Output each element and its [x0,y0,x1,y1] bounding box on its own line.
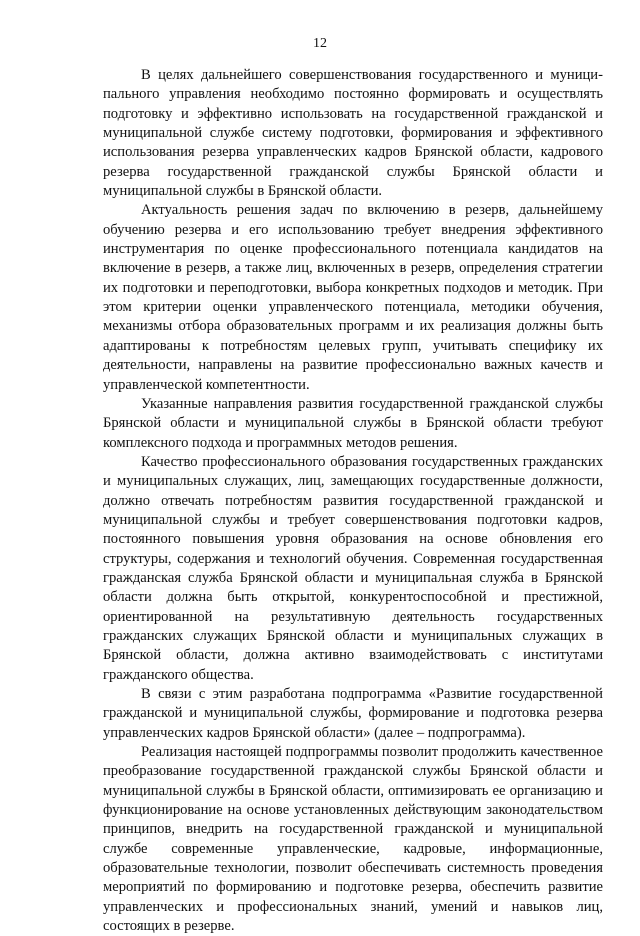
paragraph-education-quality: Качество профессионального образования государственных гражданских и муниципальных служащих, лиц, замещающих государственные должности, должно отвечать потребностям развития государственной гражданской и муниципальной службы и требует совершенствования подготовки кадров, постоянного повышения уровня образования на основе обновления его структуры, содержания и технологий обучения. Современная государственная гражданская служба Брянской области и муниципальная служба в Брянской области должна быть открытой, конкурентоспособной и престижной, ориентированной на результативную деятельность государственных гражданских служащих Брянской области и муниципальных служащих в Брянской области, должна активно взаимодействовать с институтами гражданского общества. [103,453,603,683]
paragraph-directions: Указанные направления развития государственной гражданской службы Брянской области и муниципальной службы в Брянской области требуют комплексного подхода и программных методов решения. [103,395,603,451]
paragraph-subprogram: В связи с этим разработана подпрограмма «Развитие государственной гражданской и муниципальной службы, формирование и подготовка резерва управленческих кадров Брянской области» (далее – подпрограмма). [103,686,603,741]
paragraph-implementation: Реализация настоящей подпрограммы позволит продолжить качественное преобразование государственной гражданской службы Брянской области и муниципальной службы в Брянской области, оптимизировать ее организацию и функционирование на основе установленных действующим законодательством принципов, внедрить на государственной гражданской и муниципальной службе современные управленческие, кадровые, информационные, образовательные технологии, позволит обеспечивать системность проведения мероприятий по формированию и подготовке резерва, обеспечить развитие управленческих и профессиональных знаний, умений и навыков лиц, состоящих в резерве. [103,744,603,935]
body-text [103,66,603,936]
paragraph-relevance: Актуальность решения задач по включению в резерв, дальнейшему обучению резерва и его использованию требует внедрения эффективного инструментария по оценке профессионального потенциала кандидатов на включение в резерв, а также лиц, включенных в резерв, определения стратегии их подготовки и переподготовки, выбора конкретных подходов и методик. При этом критерии оценки управленческого потенциала, методики обучения, механизмы отбора образовательных программ и их реализация должны быть адаптированы к потребностям целевых групп, учитывать специфику их деятельности, направлены на развитие профессионально важных качеств и управленческой компетентности. [103,202,603,393]
paragraph-goals: В целях дальнейшего совершенствования государственного и муниципального управления необходимо постоянно формировать и осуществлять подготовку и эффективно использовать на государственной гражданской и муниципальной службе систему подготовки, формирования и эффективного использования резерва управленческих кадров Брянской области, кадрового резерва государственной гражданской службы Брянской области и муниципальной службы в Брянской области. [103,67,603,200]
page-number: 12 [313,36,327,51]
